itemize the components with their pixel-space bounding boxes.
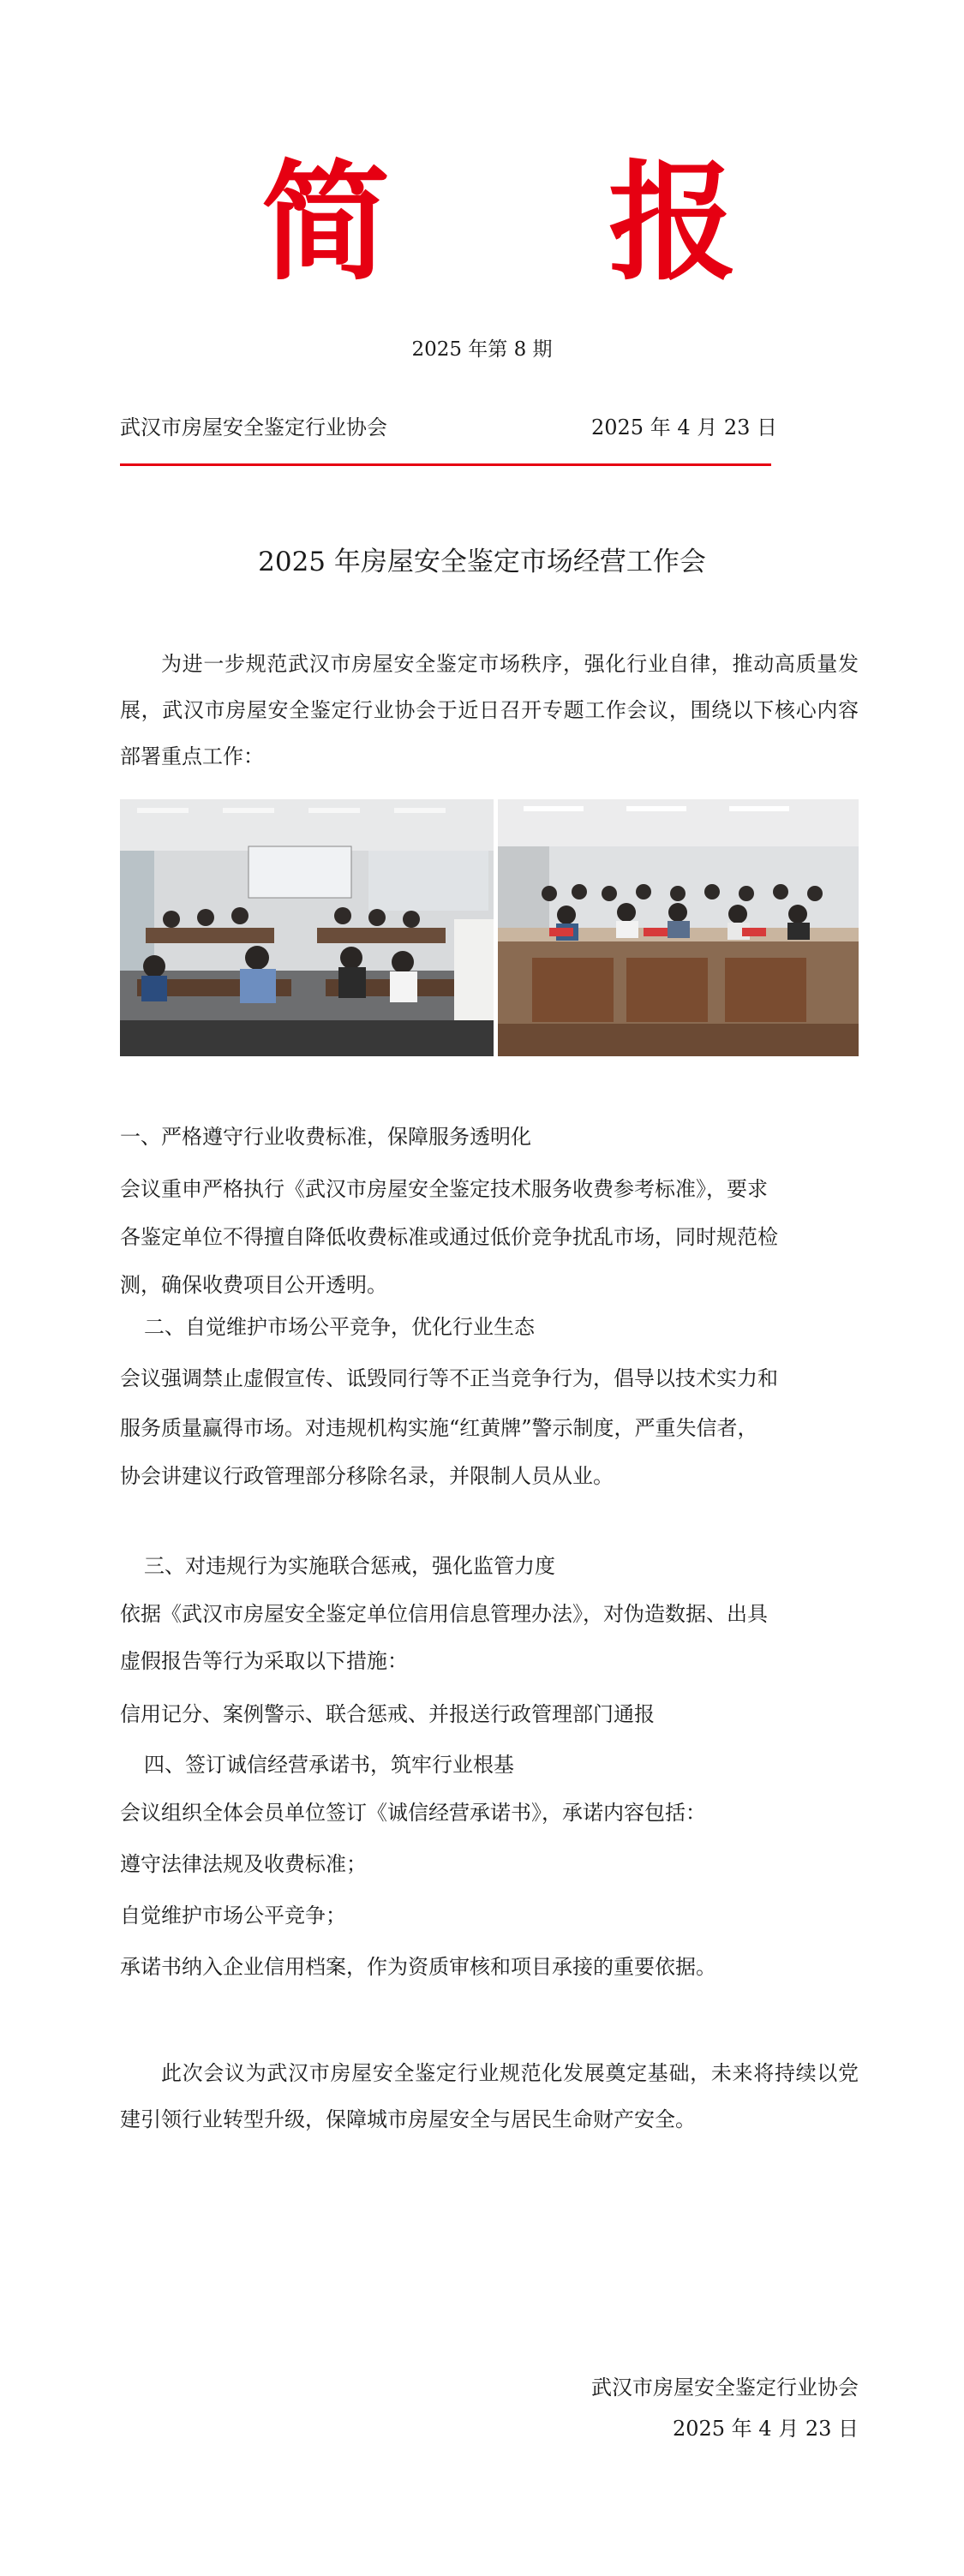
section3-text-2: 虚假报告等行为采取以下措施：: [120, 1649, 408, 1673]
meeting-room-right-image: [498, 799, 859, 1056]
section4-text-1: 会议组织全体会员单位签订《诚信经营承诺书》，承诺内容包括：: [120, 1801, 706, 1825]
section1-text-3: 测，确保收费项目公开透明。: [120, 1273, 387, 1297]
header-org: 武汉市房屋安全鉴定行业协会: [120, 415, 387, 439]
meeting-photo-right: [498, 799, 859, 1056]
section3-heading: 三、对违规行为实施联合惩戒，强化监管力度: [144, 1554, 555, 1578]
signature-date: 2025 年 4 月 23 日: [672, 2417, 859, 2441]
header-date: 2025 年 4 月 23 日: [591, 415, 778, 439]
section3-text-1: 依据《武汉市房屋安全鉴定单位信用信息管理办法》，对伪造数据、出具: [120, 1602, 768, 1626]
red-divider: [120, 463, 771, 466]
section2-text-1: 会议强调禁止虚假宣传、诋毁同行等不正当竞争行为，倡导以技术实力和: [120, 1366, 778, 1390]
section1-heading: 一、严格遵守行业收费标准，保障服务透明化: [120, 1125, 531, 1149]
section1-text-2: 各鉴定单位不得擅自降低收费标准或通过低价竞争扰乱市场，同时规范检: [120, 1225, 778, 1249]
meeting-room-left-image: [120, 799, 494, 1056]
meeting-photos: [120, 799, 859, 1056]
section3-text-3: 信用记分、案例警示、联合惩戒、并报送行政管理部门通报: [120, 1702, 655, 1726]
signature-org: 武汉市房屋安全鉴定行业协会: [591, 2376, 859, 2400]
section2-text-3: 协会讲建议行政管理部分移除名录，并限制人员从业。: [120, 1464, 614, 1488]
section4-heading: 四、签订诚信经营承诺书，筑牢行业根基: [144, 1753, 514, 1777]
section4-text-2: 遵守法律法规及收费标准；: [120, 1852, 367, 1876]
section4-text-4: 承诺书纳入企业信用档案，作为资质审核和项目承接的重要依据。: [120, 1955, 716, 1979]
section2-text-2: 服务质量赢得市场。对违规机构实施“红黄牌”警示制度，严重失信者，: [120, 1416, 758, 1440]
closing-paragraph: 此次会议为武汉市房屋安全鉴定行业规范化发展奠定基础，未来将持续以党建引领行业转型升级，保障城市房屋安全与居民生命财产安全。: [120, 2061, 859, 2131]
section1-text-1: 会议重申严格执行《武汉市房屋安全鉴定技术服务收费参考标准》，要求: [120, 1177, 768, 1201]
meeting-photo-left: [120, 799, 494, 1056]
masthead-char-jian: 简: [261, 147, 391, 298]
masthead-char-bao: 报: [608, 147, 738, 298]
issue-number: 2025 年第 8 期: [411, 338, 553, 361]
page-title: 2025 年房屋安全鉴定市场经营工作会: [258, 547, 706, 577]
section2-heading: 二、自觉维护市场公平竞争，优化行业生态: [144, 1315, 535, 1339]
intro-paragraph: 为进一步规范武汉市房屋安全鉴定市场秩序，强化行业自律，推动高质量发展，武汉市房屋安全鉴定行业协会于近日召开专题工作会议，围绕以下核心内容部署重点工作：: [120, 652, 859, 768]
masthead: [0, 146, 964, 300]
section4-text-3: 自觉维护市场公平竞争；: [120, 1904, 346, 1928]
